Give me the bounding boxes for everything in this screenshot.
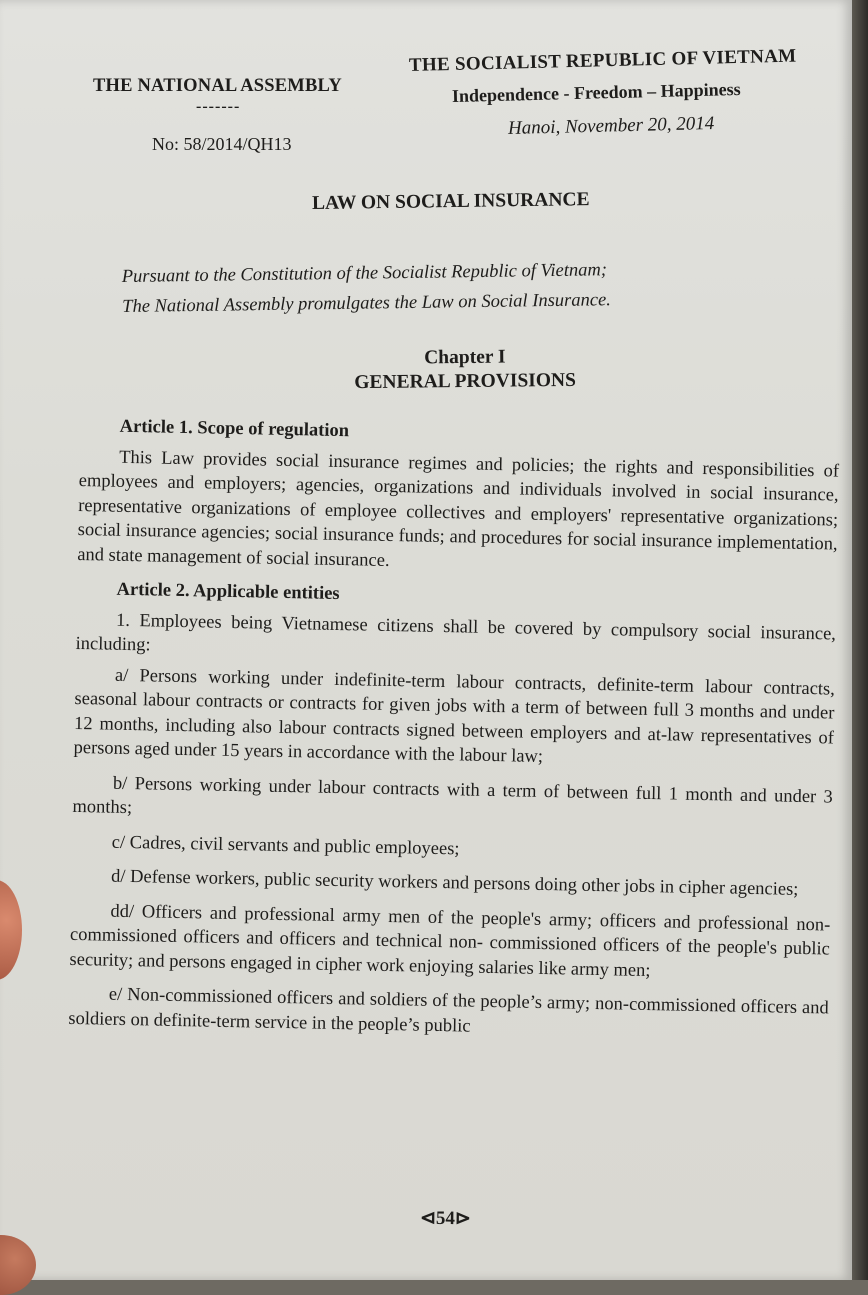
document-number: No: 58/2014/QH13 [152,134,292,154]
article-2-item: dd/ Officers and professional army men of the people's army; officers and professional non-commissioned officers and officers and technical non- commissioned officers of the people's public security; and persons engaged in cipher work enjoying salaries like army men; [69,901,831,981]
chapter-heading [330,345,600,396]
national-motto: Independence - Freedom – Happiness [451,78,741,106]
article-2-intro: 1. Employees being Vietnamese citizens shall be covered by compulsory social insurance, including: [75,610,837,656]
law-title: LAW ON SOCIAL INSURANCE [311,189,590,214]
chapter-name: GENERAL PROVISIONS [354,369,577,394]
article-1-title: Article 1. Scope of regulation [119,416,350,442]
page-number: ⊲54⊳ [419,1207,471,1230]
country-name: THE SOCIALIST REPUBLIC OF VIETNAM [408,45,797,76]
book-spine-edge [852,0,868,1280]
article-1-text: This Law provides social insurance regimes and policies; the rights and responsibilities of employees and employers; agencies, organizations and individuals involved in social insurance, representative organizations of employee collectives and employers' representative organizations; social insurance agencies; social insurance funds; and procedures for social insurance implementation, and state management of social insurance. [77,447,840,571]
preamble-line: Pursuant to the Constitution of the Socialist Republic of Vietnam; [121,260,608,288]
article-2-item: c/ Cadres, civil servants and public employees; [111,832,460,859]
issuer-name: THE NATIONAL ASSEMBLY [93,76,342,96]
chapter-number: Chapter I [424,346,506,369]
article-body [68,414,852,1056]
article-2-title: Article 2. Applicable entities [116,579,340,605]
article-2-item: e/ Non-commissioned officers and soldiers of the people’s army; non-commissioned officers and soldiers on definite-term service in the people’s public [68,984,829,1037]
article-2-item: a/ Persons working under indefinite-term labour contracts, definite-term labour contracts, seasonal labour contracts or contracts for given jobs with a term of between full 3 months and under 12 months, including also labour contracts signed between employers and at-law representatives of persons aged under 15 years in accordance with the labour law; [73,665,836,767]
preamble [122,253,743,322]
issuer-divider: ------- [196,98,241,115]
article-2-item: b/ Persons working under labour contracts with a term of between full 1 month and under 3 months; [72,773,833,819]
preamble-line: The National Assembly promulgates the Law on Social Insurance. [122,290,611,317]
article-2-item: d/ Defense workers, public security workers and persons doing other jobs in cipher agencies; [110,866,799,900]
place-and-date: Hanoi, November 20, 2014 [507,112,715,139]
